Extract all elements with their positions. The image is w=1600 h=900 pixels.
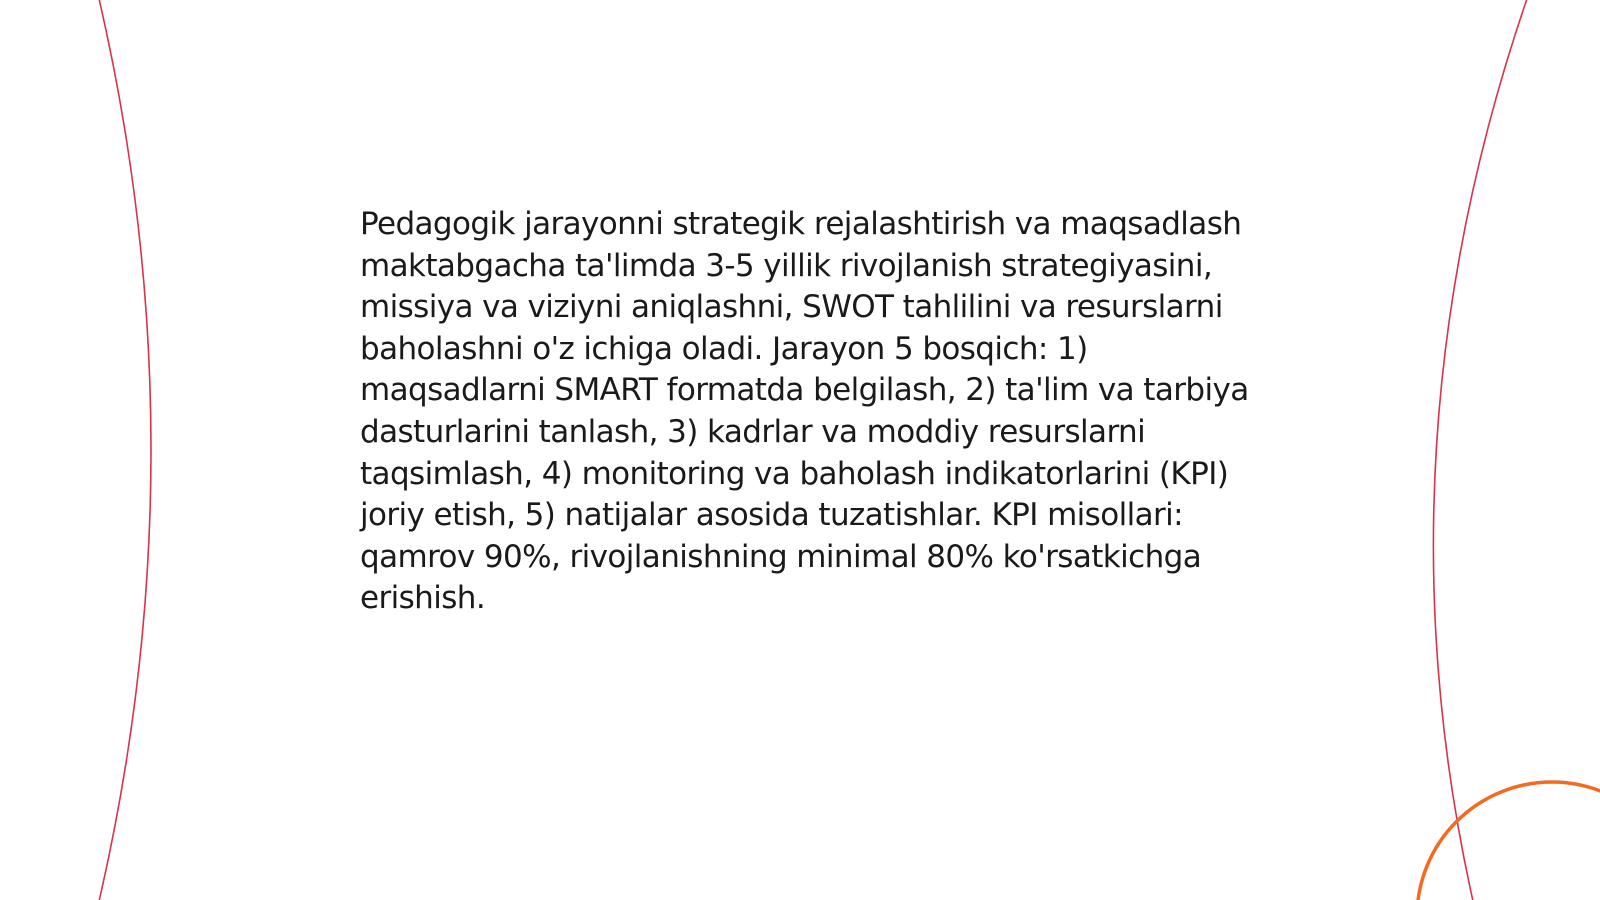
left-curve-line <box>97 0 151 900</box>
slide-body-text: Pedagogik jarayonni strategik rejalashtirish va maqsadlash maktabgacha ta'limda 3-5 yillik rivojlanish strategiyasini, missiya va viziyni aniqlashni, SWOT tahlilini va resurslarni baholashni o'z ichiga oladi. Jarayon 5 bosqich: 1) maqsadlarni SMART formatda belgilash, 2) ta'lim va tarbiya dasturlarini tanlash, 3) kadrlar va moddiy resurslarni taqsimlash, 4) monitoring va baholash indikatorlarini (KPI) joriy etish, 5) natijalar asosida tuzatishlar. KPI misollari: qamrov 90%, rivojlanishning minimal 80% ko'rsatkichga erishish. <box>360 206 1249 617</box>
right-curve-line <box>1433 0 1530 900</box>
orange-circle-outline <box>1417 782 1600 900</box>
